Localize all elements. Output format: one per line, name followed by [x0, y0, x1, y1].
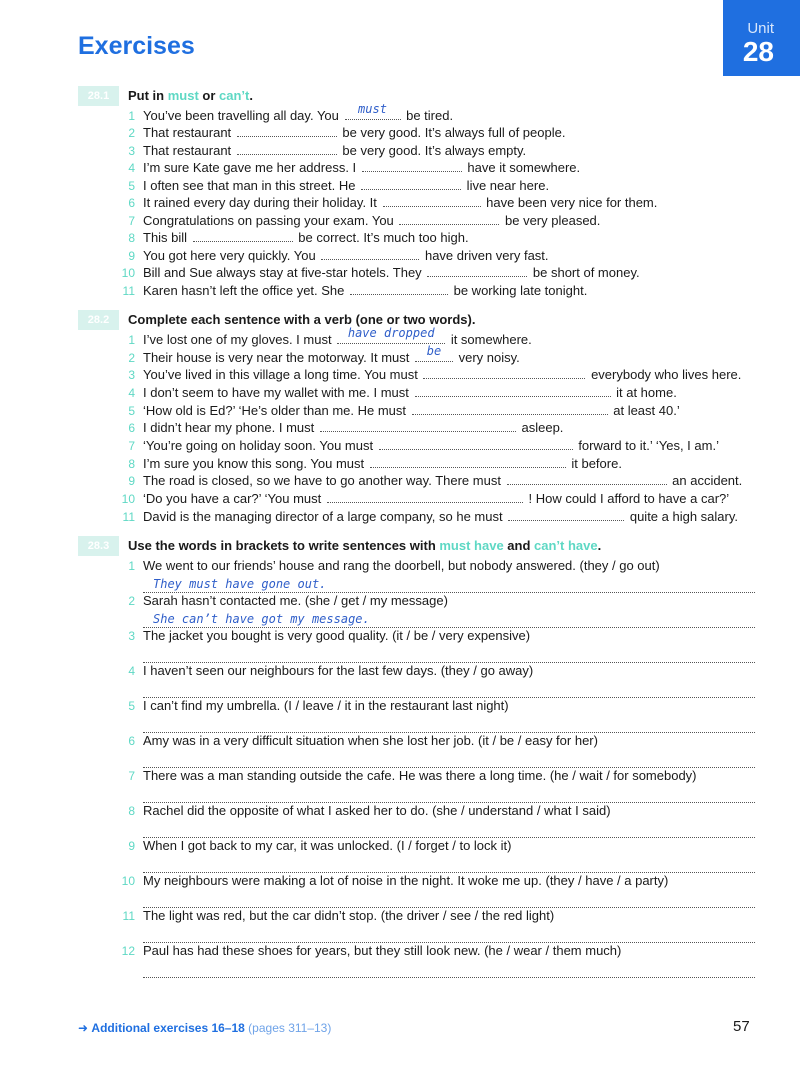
exercise-item: 3 That restaurant be very good. It’s always empty.: [128, 143, 527, 158]
exercise-item: 11 David is the managing director of a large company, so he must quite a high salary.: [122, 509, 739, 524]
exercise-item: 2 Their house is very near the motorway. It must be very noisy.: [128, 344, 520, 365]
exercise-item: 1 I’ve lost one of my gloves. I must have dropped it somewhere.: [128, 326, 532, 347]
exercise-item: 2 That restaurant be very good. It’s always full of people.: [128, 125, 566, 140]
exercise-item: 9 When I got back to my car, it was unlocked. (I / forget / to lock it): [115, 837, 755, 873]
exercise-item: 10 ‘Do you have a car?’ ‘You must ! How could I afford to have a car?’: [121, 491, 730, 506]
exercise-item: 5 I often see that man in this street. He live near here.: [128, 178, 550, 193]
answer-line[interactable]: [143, 855, 755, 873]
additional-exercises-label: Additional exercises 16–18: [91, 1021, 245, 1035]
page-title: Exercises: [78, 32, 195, 60]
answer-line[interactable]: She can’t have got my message.: [143, 610, 755, 628]
answer-line[interactable]: [143, 820, 755, 838]
answer-line[interactable]: [143, 680, 755, 698]
section-instruction: Put in must or can’t.: [128, 88, 253, 103]
exercise-item: 7 Congratulations on passing your exam. You be very pleased.: [128, 213, 601, 228]
answer-blank[interactable]: [507, 472, 667, 485]
exercise-item: 6 I didn’t hear my phone. I must asleep.: [128, 420, 564, 435]
exercise-item: 4 I haven’t seen our neighbours for the last few days. (they / go away): [115, 662, 755, 698]
exercise-item: 3 You’ve lived in this village a long time. You must everybody who lives here.: [128, 367, 742, 382]
answer-blank[interactable]: [415, 384, 611, 397]
exercise-item: 10 Bill and Sue always stay at five-star hotels. They be short of money.: [121, 265, 640, 280]
section-badge: 28.3: [78, 536, 119, 556]
unit-number: 28: [742, 36, 774, 67]
exercise-item: 7 ‘You’re going on holiday soon. You must forward to it.’ ‘Yes, I am.’: [128, 438, 719, 453]
exercise-item: 2 Sarah hasn’t contacted me. (she / get / my message) She can’t have got my message.: [115, 592, 755, 628]
exercise-item: 5 ‘How old is Ed?’ ‘He’s older than me. He must at least 40.’: [128, 403, 680, 418]
section-instruction: Complete each sentence with a verb (one or two words).: [128, 312, 476, 327]
exercise-item: 4 I’m sure Kate gave me her address. I have it somewhere.: [128, 160, 581, 175]
answer-blank[interactable]: must: [345, 107, 401, 120]
answer-blank[interactable]: [412, 402, 608, 415]
answer-blank[interactable]: [237, 142, 337, 155]
exercise-item: 8 This bill be correct. It’s much too high.: [128, 230, 469, 245]
exercise-item: 8 Rachel did the opposite of what I asked her to do. (she / understand / what I said): [115, 802, 755, 838]
answer-blank[interactable]: [327, 490, 523, 503]
answer-blank[interactable]: have dropped: [337, 331, 445, 344]
answer-blank[interactable]: [350, 282, 448, 295]
answer-blank[interactable]: [237, 124, 337, 137]
answer-blank[interactable]: [362, 159, 462, 172]
answer-line[interactable]: [143, 750, 755, 768]
exercise-item: 3 The jacket you bought is very good quality. (it / be / very expensive): [115, 627, 755, 663]
answer-blank[interactable]: [508, 508, 624, 521]
exercise-item: 6 Amy was in a very difficult situation when she lost her job. (it / be / easy for her): [115, 732, 755, 768]
answer-blank[interactable]: [379, 437, 573, 450]
unit-label: Unit: [747, 20, 774, 37]
additional-exercises-link[interactable]: [78, 1021, 331, 1035]
answer-blank[interactable]: [321, 247, 419, 260]
answer-blank[interactable]: [383, 194, 481, 207]
exercise-item: 1 We went to our friends’ house and rang the doorbell, but nobody answered. (they / go out) They must have gone out.: [115, 557, 755, 593]
answer-blank[interactable]: be: [415, 349, 453, 362]
answer-blank[interactable]: [320, 419, 516, 432]
page-number: 57: [733, 1018, 750, 1035]
section-badge: 28.2: [78, 310, 119, 330]
answer-line[interactable]: [143, 925, 755, 943]
arrow-right-icon: ➜: [78, 1021, 89, 1035]
answer-blank[interactable]: [399, 212, 499, 225]
exercise-item: 4 I don’t seem to have my wallet with me. I must it at home.: [128, 385, 677, 400]
answer-blank[interactable]: [423, 366, 585, 379]
answer-line[interactable]: [143, 960, 755, 978]
page-reference: (pages 311–13): [248, 1021, 332, 1035]
exercise-item: 5 I can’t find my umbrella. (I / leave / it in the restaurant last night): [115, 697, 755, 733]
exercise-item: 9 The road is closed, so we have to go another way. There must an accident.: [128, 473, 743, 488]
answer-line[interactable]: They must have gone out.: [143, 575, 755, 593]
exercise-item: 12 Paul has had these shoes for years, but they still look new. (he / wear / them much): [115, 942, 755, 978]
answer-blank[interactable]: [427, 264, 527, 277]
answer-blank[interactable]: [361, 177, 461, 190]
exercise-item: 9 You got here very quickly. You have driven very fast.: [128, 248, 549, 263]
answer-blank[interactable]: [370, 455, 566, 468]
answer-blank[interactable]: [193, 229, 293, 242]
section-instruction: Use the words in brackets to write sentences with must have and can’t have.: [128, 538, 602, 553]
exercise-item: 10 My neighbours were making a lot of noise in the night. It woke me up. (they / have / a party): [115, 872, 755, 908]
unit-badge: [723, 0, 800, 76]
exercise-item: 11 The light was red, but the car didn’t stop. (the driver / see / the red light): [115, 907, 755, 943]
exercise-item: 1 You’ve been travelling all day. You must be tired.: [128, 102, 454, 123]
section-badge: 28.1: [78, 86, 119, 106]
exercise-item: 8 I’m sure you know this song. You must it before.: [128, 456, 622, 471]
answer-line[interactable]: [143, 715, 755, 733]
exercise-item: 6 It rained every day during their holiday. It have been very nice for them.: [128, 195, 658, 210]
exercise-item: 7 There was a man standing outside the cafe. He was there a long time. (he / wait / for somebody): [115, 767, 755, 803]
answer-line[interactable]: [143, 785, 755, 803]
exercise-item: 11 Karen hasn’t left the office yet. She be working late tonight.: [122, 283, 588, 298]
answer-line[interactable]: [143, 890, 755, 908]
answer-line[interactable]: [143, 645, 755, 663]
